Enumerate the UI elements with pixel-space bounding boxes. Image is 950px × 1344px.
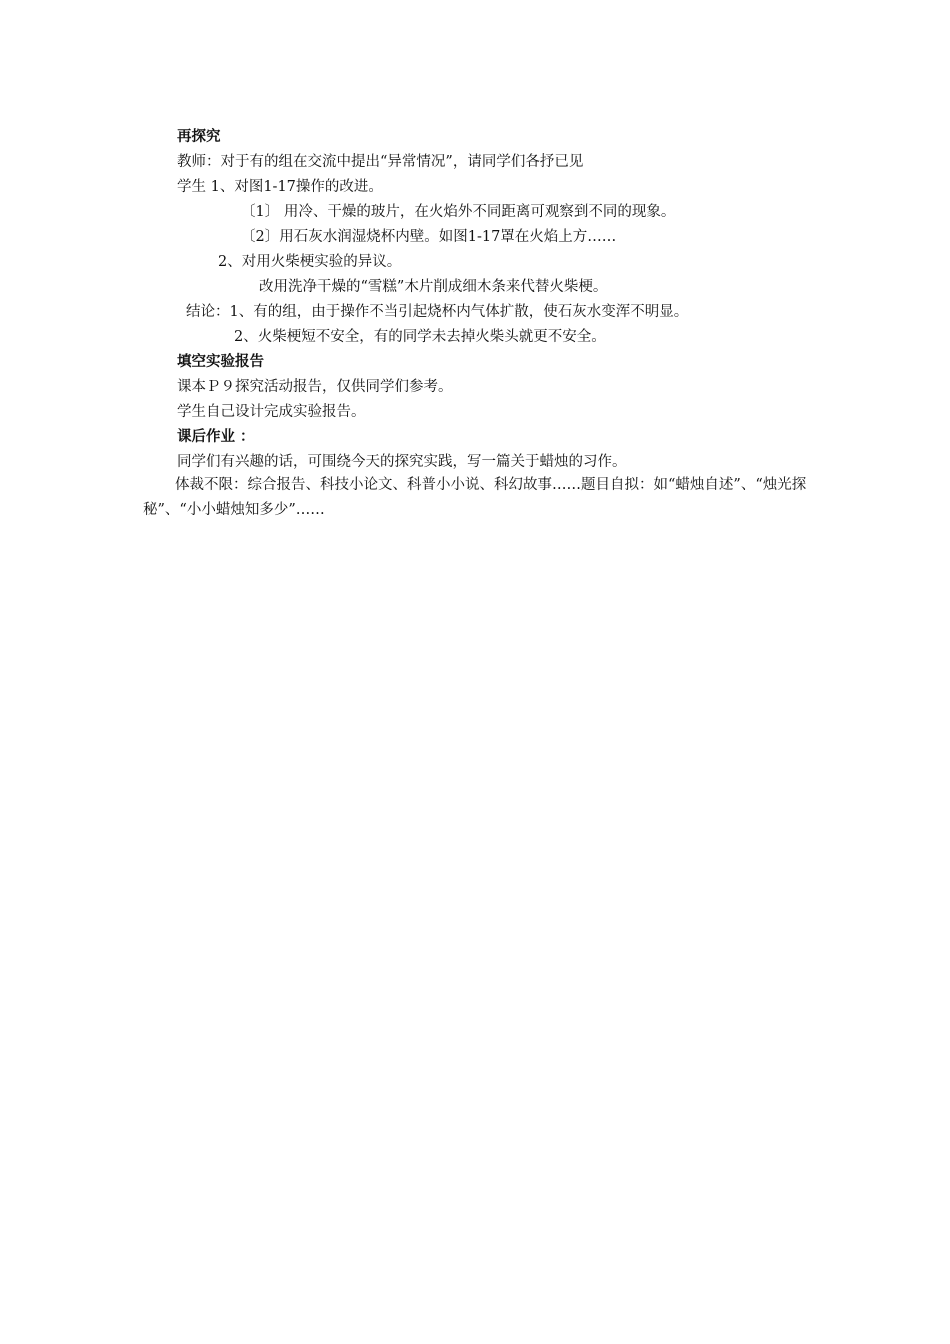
heading-reexplore: 再探究 — [177, 129, 221, 145]
heading-report: 填空实验报告 — [177, 354, 264, 370]
teacher-line: 教师：对于有的组在交流中提出“异常情况”，请同学们各抒已见 — [177, 154, 584, 170]
homework-line-2: 体裁不限：综合报告、科技小论文、科普小小说、科幻故事……题目自拟：如“蜡烛自述”、“烛光探秘”、“小小蜡烛知多少”…… — [143, 477, 807, 518]
conclusion-2: 2、火柴梗短不安全，有的同学未去掉火柴头就更不安全。 — [234, 329, 606, 345]
conclusion-1: 结论：1、有的组，由于操作不当引起烧杯内气体扩散，使石灰水变浑不明显。 — [186, 304, 689, 320]
homework-line-1: 同学们有兴趣的话，可围绕今天的探究实践，写一篇关于蜡烛的习作。 — [177, 454, 627, 470]
improvement-item-1: 〔1〕 用冷、干燥的玻片，在火焰外不同距离可观察到不同的现象。 — [241, 204, 676, 220]
objection-title: 2、对用火柴梗实验的异议。 — [218, 254, 402, 270]
objection-text: 改用洗净干燥的“雪糕”木片削成细木条来代替火柴梗。 — [259, 279, 608, 295]
student-line: 学生 1、对图1-17操作的改进。 — [177, 179, 383, 195]
report-line-2: 学生自己设计完成实验报告。 — [177, 404, 366, 420]
heading-homework: 课后作业 ： — [177, 429, 255, 445]
improvement-item-2: 〔2〕用石灰水润湿烧杯内壁。如图1-17罩在火焰上方…… — [241, 229, 617, 245]
report-line-1: 课本Ｐ９探究活动报告，仅供同学们参考。 — [177, 379, 453, 395]
